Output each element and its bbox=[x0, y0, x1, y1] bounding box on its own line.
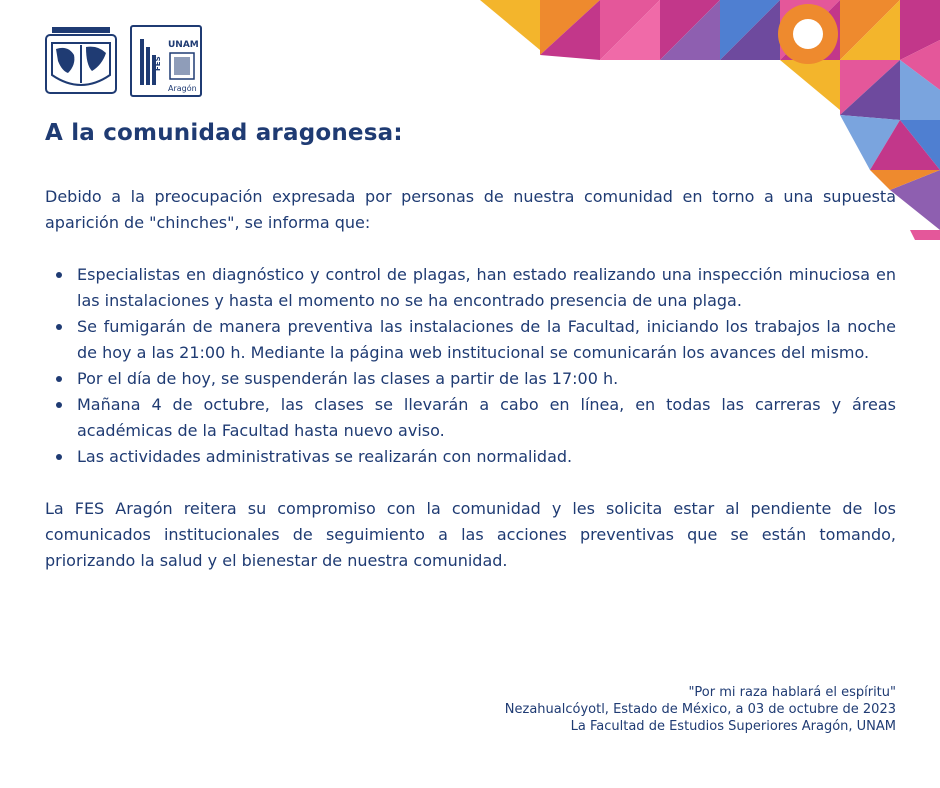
motto: "Por mi raza hablará el espíritu" bbox=[688, 685, 896, 700]
fes-logo-aragon-text: Aragón bbox=[168, 84, 197, 93]
intro-paragraph: Debido a la preocupación expresada por personas de nuestra comunidad en torno a una supuesta aparición de "chinches", se informa que: bbox=[45, 187, 896, 232]
greeting-heading: A la comunidad aragonesa: bbox=[45, 120, 403, 146]
announcement-list-wrapper bbox=[45, 262, 896, 470]
header-logos bbox=[42, 25, 202, 97]
list-item: Mañana 4 de octubre, las clases se llevarán a cabo en línea, en todas las carreras y áreas académicas de la Facultad hasta nuevo aviso. bbox=[45, 392, 896, 444]
list-item: Se fumigarán de manera preventiva las instalaciones de la Facultad, iniciando los trabajos la noche de hoy a las 21:00 h. Mediante la página web institucional se comunicarán los avances del mismo. bbox=[45, 314, 896, 366]
list-item: Las actividades administrativas se realizarán con normalidad. bbox=[45, 444, 896, 470]
list-item: Especialistas en diagnóstico y control de plagas, han estado realizando una inspección minuciosa en las instalaciones y hasta el momento no se ha encontrado presencia de una plaga. bbox=[45, 262, 896, 314]
list-item: Por el día de hoy, se suspenderán las clases a partir de las 17:00 h. bbox=[45, 366, 896, 392]
place-date: Nezahualcóyotl, Estado de México, a 03 de octubre de 2023 bbox=[504, 702, 896, 717]
unam-coat-of-arms-icon bbox=[42, 25, 120, 97]
signature-block bbox=[505, 684, 896, 735]
fes-logo-fes-text: FES bbox=[154, 56, 162, 71]
institution-name: La Facultad de Estudios Superiores Aragón, UNAM bbox=[570, 719, 896, 734]
closing-paragraph: La FES Aragón reitera su compromiso con la comunidad y les solicita estar al pendiente de los comunicados institucionales de seguimiento a las acciones preventivas que se están tomando, priorizando la salud y el bienestar de nuestra comunidad. bbox=[45, 499, 896, 570]
fes-aragon-logo-icon bbox=[130, 25, 202, 97]
fes-logo-unam-text: UNAM bbox=[168, 40, 199, 50]
letter-body bbox=[45, 184, 896, 574]
announcement-list bbox=[45, 262, 896, 470]
